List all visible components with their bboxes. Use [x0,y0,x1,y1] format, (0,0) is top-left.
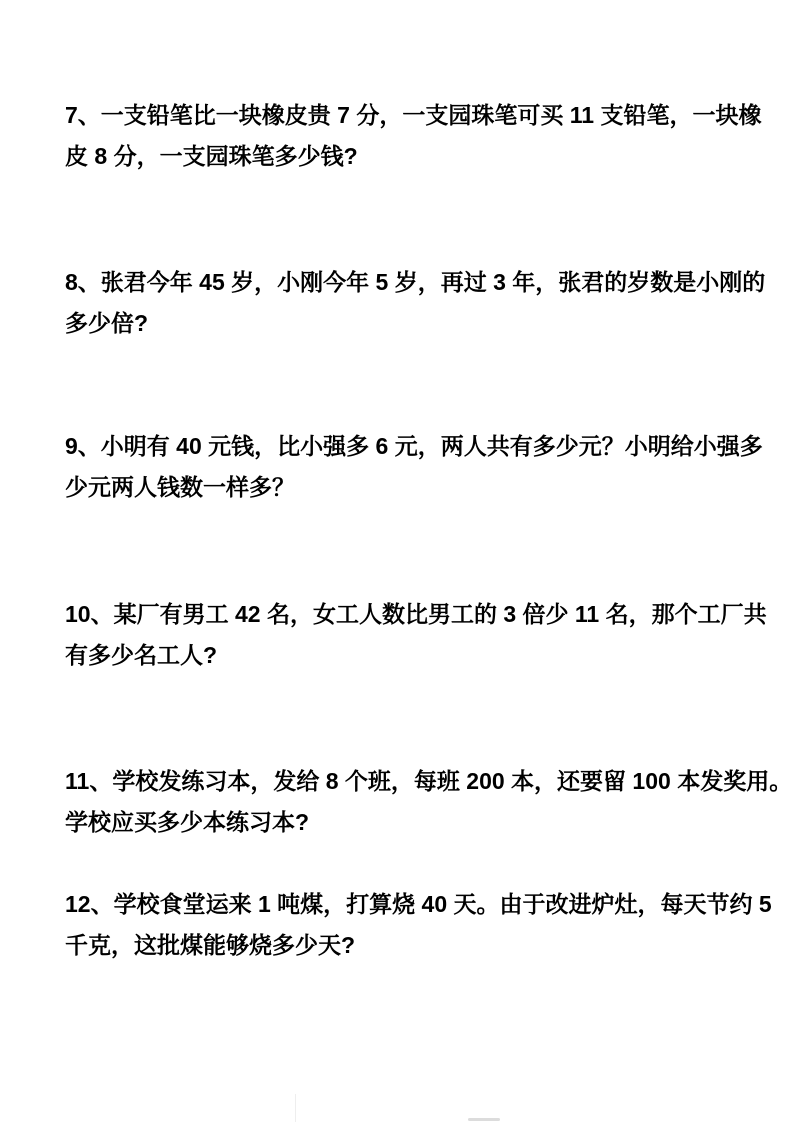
problem-9-line-2: 少元两人钱数一样多？ [65,474,295,500]
horizontal-scrollbar-thumb[interactable] [468,1118,500,1121]
problem-8-line-2: 多少倍? [65,310,149,336]
problem-8 [65,262,765,344]
problem-12 [65,884,772,966]
problem-9-line-1: 9、小明有 40 元钱，比小强多 6 元，两人共有多少元？小明给小强多 [65,433,763,459]
problem-10 [65,594,765,676]
faint-vertical-divider [295,1094,296,1122]
problem-10-line-1: 10、某厂有男工 42 名，女工人数比男工的 3 倍少 11 名，那个工厂共 [65,601,767,627]
problem-11-line-2: 学校应买多少本练习本? [65,809,310,835]
problem-7 [65,95,765,177]
problem-10-line-2: 有多少名工人? [65,642,218,668]
problem-12-line-1: 12、学校食堂运来 1 吨煤，打算烧 40 天。由于改进炉灶，每天节约 5 [65,891,772,917]
problem-11 [65,761,793,843]
problem-9 [65,426,765,508]
problem-12-line-2: 千克，这批煤能够烧多少天? [65,932,356,958]
problem-7-line-1: 7、一支铅笔比一块橡皮贵 7 分，一支园珠笔可买 11 支铅笔，一块橡 [65,102,762,128]
problem-11-line-1: 11、学校发练习本，发给 8 个班，每班 200 本，还要留 100 本发奖用。 [65,768,793,794]
problem-8-line-1: 8、张君今年 45 岁，小刚今年 5 岁，再过 3 年，张君的岁数是小刚的 [65,269,766,295]
problem-7-line-2: 皮 8 分，一支园珠笔多少钱? [65,143,358,169]
